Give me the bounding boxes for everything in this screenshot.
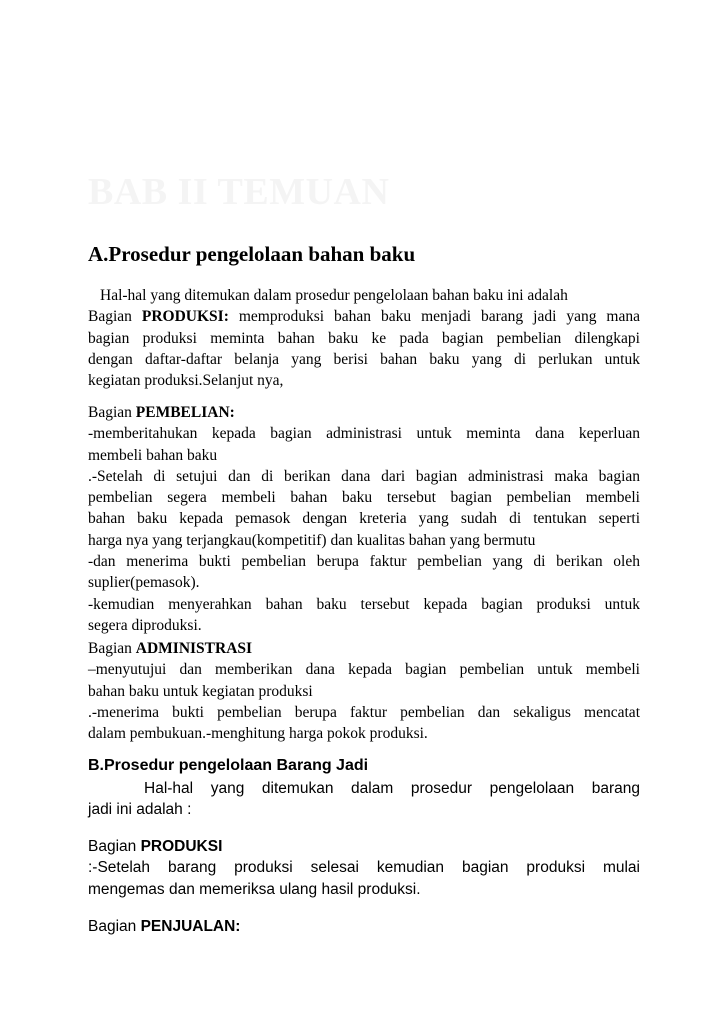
intro-line-4: dengan daftar-daftar belanja yang berisi bahan baku yang di perlukan untuk	[88, 350, 640, 368]
section-b-intro-line-2: jadi ini adalah :	[88, 801, 192, 819]
pembelian-block	[88, 402, 640, 636]
label-prefix: Bagian	[88, 838, 141, 855]
administrasi-label	[88, 638, 640, 659]
administrasi-block	[88, 638, 640, 744]
section-a-intro	[88, 285, 640, 391]
label-prefix: Bagian	[88, 308, 142, 326]
administrasi-line: dalam pembukuan.-menghitung harga pokok produksi.	[88, 725, 428, 743]
produksi-line: mengemas dan memeriksa ulang hasil produksi.	[88, 880, 421, 898]
produksi-block	[88, 836, 640, 900]
bold-label-administrasi: ADMINISTRASI	[135, 640, 253, 657]
section-a-heading: A.Prosedur pengelolaan bahan baku	[88, 242, 416, 266]
pembelian-line: -memberitahukan kepada bagian administrasi untuk meminta dana keperluan	[88, 425, 640, 443]
intro-line-1: Hal-hal yang ditemukan dalam prosedur pengelolaan bahan baku ini adalah	[100, 287, 568, 304]
section-b-intro-line-1: Hal-hal yang ditemukan dalam prosedur pengelolaan barang	[144, 780, 640, 797]
administrasi-line: bahan baku untuk kegiatan produksi	[88, 682, 313, 700]
label-prefix: Bagian	[88, 404, 136, 421]
intro-line-2-rest: memproduksi bahan baku menjadi barang jadi yang mana	[228, 308, 641, 326]
produksi-line: :-Setelah barang produksi selesai kemudian bagian produksi mulai	[88, 859, 640, 877]
pembelian-label	[88, 402, 640, 423]
section-b-intro	[88, 778, 640, 821]
penjualan-label	[88, 916, 640, 937]
label-prefix: Bagian	[88, 640, 136, 657]
pembelian-line: bahan baku kepada pemasok dengan kreteria yang sudah di tentukan seperti	[88, 510, 640, 528]
pembelian-line: segera diproduksi.	[88, 616, 202, 634]
pembelian-line: suplier(pemasok).	[88, 574, 200, 592]
administrasi-line: .-menerima bukti pembelian berupa faktur pembelian dan sekaligus mencatat	[88, 703, 640, 721]
penjualan-block	[88, 916, 640, 937]
faded-chapter-title: BAB II TEMUAN	[88, 171, 390, 213]
produksi-label	[88, 836, 640, 857]
pembelian-line: -dan menerima bukti pembelian berupa faktur pembelian yang di berikan oleh	[88, 553, 640, 571]
pembelian-line: .-Setelah di setujui dan di berikan dana dari bagian administrasi maka bagian	[88, 467, 640, 485]
pembelian-line: membeli bahan baku	[88, 446, 218, 464]
section-b-heading: B.Prosedur pengelolaan Barang Jadi	[88, 757, 369, 774]
pembelian-line: -kemudian menyerahkan bahan baku tersebut kepada bagian produksi untuk	[88, 595, 640, 613]
bold-label-produksi: PRODUKSI:	[141, 308, 229, 326]
label-prefix: Bagian	[88, 918, 141, 935]
bold-label-penjualan: PENJUALAN:	[140, 918, 241, 935]
pembelian-line: harga nya yang terjangkau(kompetitif) dan kualitas bahan yang bermutu	[88, 531, 536, 549]
administrasi-line: –menyutujui dan memberikan dana kepada bagian pembelian untuk membeli	[88, 661, 640, 679]
intro-line-5: kegiatan produksi.Selanjut nya,	[88, 372, 284, 390]
intro-line-3: bagian produksi meminta bahan baku ke pada bagian pembelian dilengkapi	[88, 329, 640, 347]
pembelian-line: pembelian segera membeli bahan baku tersebut bagian pembelian membeli	[88, 489, 640, 507]
bold-label-produksi-b: PRODUKSI	[140, 838, 223, 855]
bold-label-pembelian: PEMBELIAN:	[135, 404, 235, 421]
intro-line-2	[88, 306, 640, 327]
